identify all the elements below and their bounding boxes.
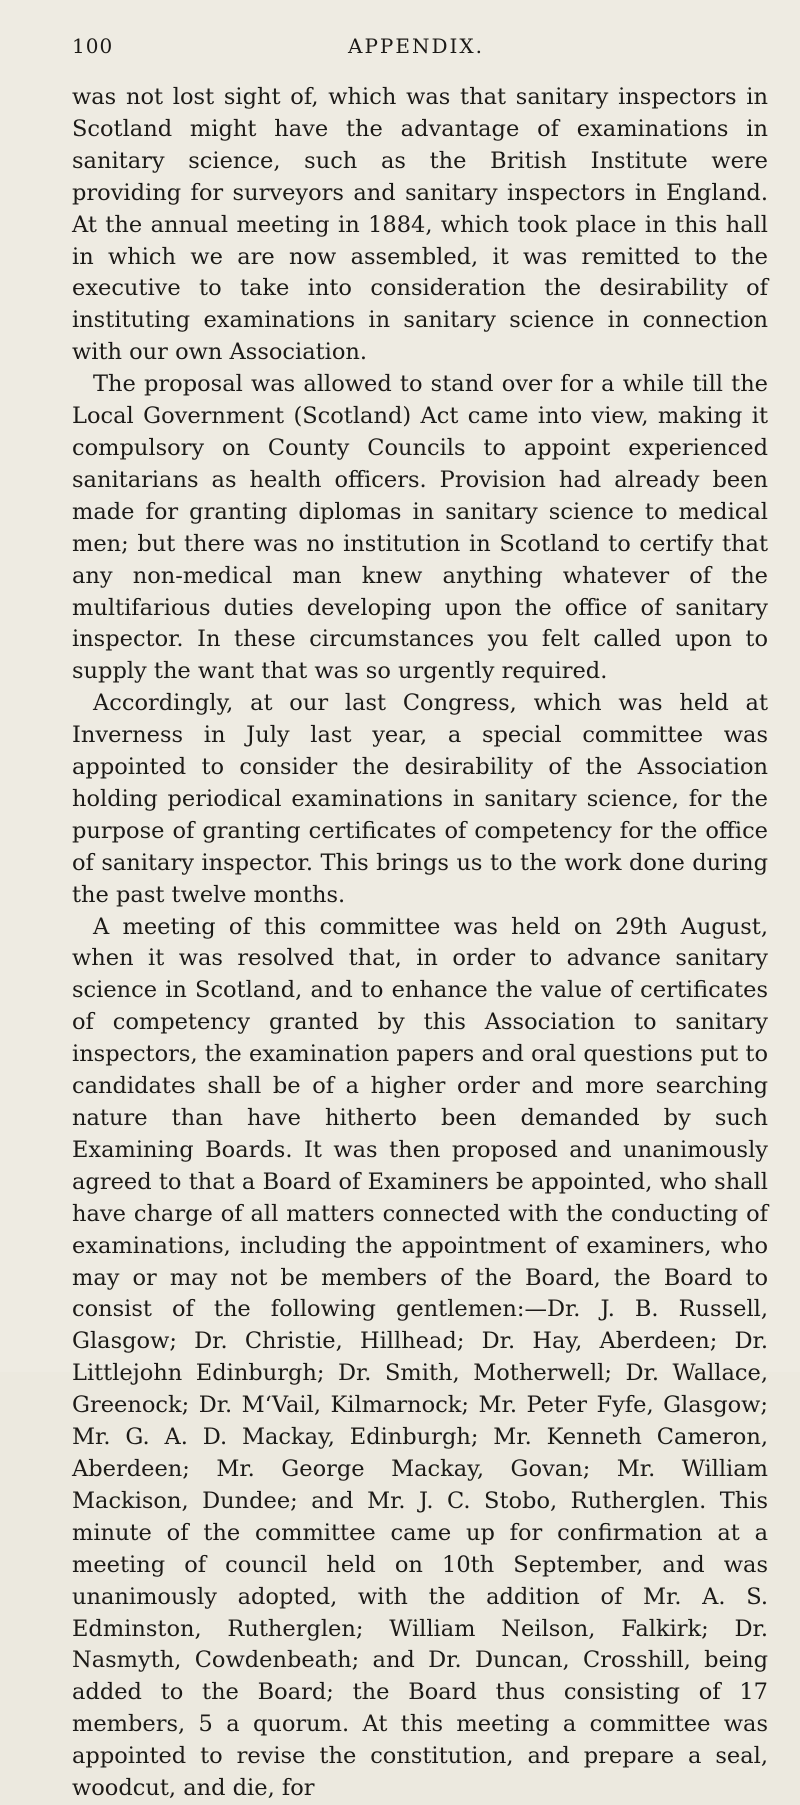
running-head: APPENDIX. xyxy=(348,34,484,58)
paragraph-congress: Accordingly, at our last Congress, which was held at Inverness in July last year, a special committee was appointed to consider the desirability of the Association holding periodical examinations in sanitary science, for the purpose of granting certificates of competency for the office of sanitary inspector. This brings us to the work done during the past twelve months. xyxy=(72,690,768,908)
paragraph-committee-meeting: A meeting of this committee was held on 29th August, when it was resolved that, in order to advance sanitary science in Scotland, and to enhance the value of certificates of competency granted by this Association to sanitary inspectors, the examination papers and oral questions put to candidates shall be of a higher order and more searching nature than have hitherto been demanded by such Examining Boards. It was then proposed and unanimously agreed to that a Board of Examiners be appointed, who shall have charge of all matters connected with the conducting of examinations, including the appointment of examiners, who may or may not be members of the Board, the Board to consist of the following gentlemen:—Dr. J. B. Russell, Glasgow; Dr. Christie, Hillhead; Dr. Hay, Aberdeen; Dr. Littlejohn Edinburgh; Dr. Smith, Motherwell; Dr. Wallace, Greenock; Dr. M‘Vail, Kilmarnock; Mr. Peter Fyfe, Glasgow; Mr. G. A. D. Mackay, Edinburgh; Mr. Kenneth Cameron, Aberdeen; Mr. George Mackay, Govan; Mr. William Mackison, Dundee; and Mr. J. C. Stobo, Rutherglen. This minute of the committee came up for confirmation at a meeting of council held on 10th September, and was unanimously adopted, with the addition of Mr. A. S. Edminston, Rutherglen; William Neilson, Falkirk; Dr. Nasmyth, Cowdenbeath; and Dr. Duncan, Crosshill, being added to the Board; the Board thus consisting of 17 members, 5 a quorum. At this meeting a committee was appointed to revise the constitution, and prepare a seal, woodcut, and die, for xyxy=(72,913,768,1802)
page-number: 100 xyxy=(72,34,114,58)
paragraph-continuation: was not lost sight of, which was that sanitary inspectors in Scotland might have the advantage of examinations in sanitary science, such as the British Institute were providing for surveyors and sanitary inspectors in England. At the annual meeting in 1884, which took place in this hall in which we are now assembled, it was remitted to the executive to take into consideration the desirability of instituting examinations in sanitary science in connection with our own Association. xyxy=(72,84,768,366)
body-text xyxy=(72,82,768,1805)
paragraph-proposal: The proposal was allowed to stand over for a while till the Local Government (Scotland) Act came into view, making it compulsory on County Councils to appoint experienced sanitarians as health officers. Provision had already been made for granting diplomas in sanitary science to medical men; but there was no institution in Scotland to certify that any non-medical man knew anything whatever of the multifarious duties developing upon the office of sanitary inspector. In these circumstances you felt called upon to supply the want that was so urgently required. xyxy=(72,371,768,685)
page-header xyxy=(72,30,760,66)
